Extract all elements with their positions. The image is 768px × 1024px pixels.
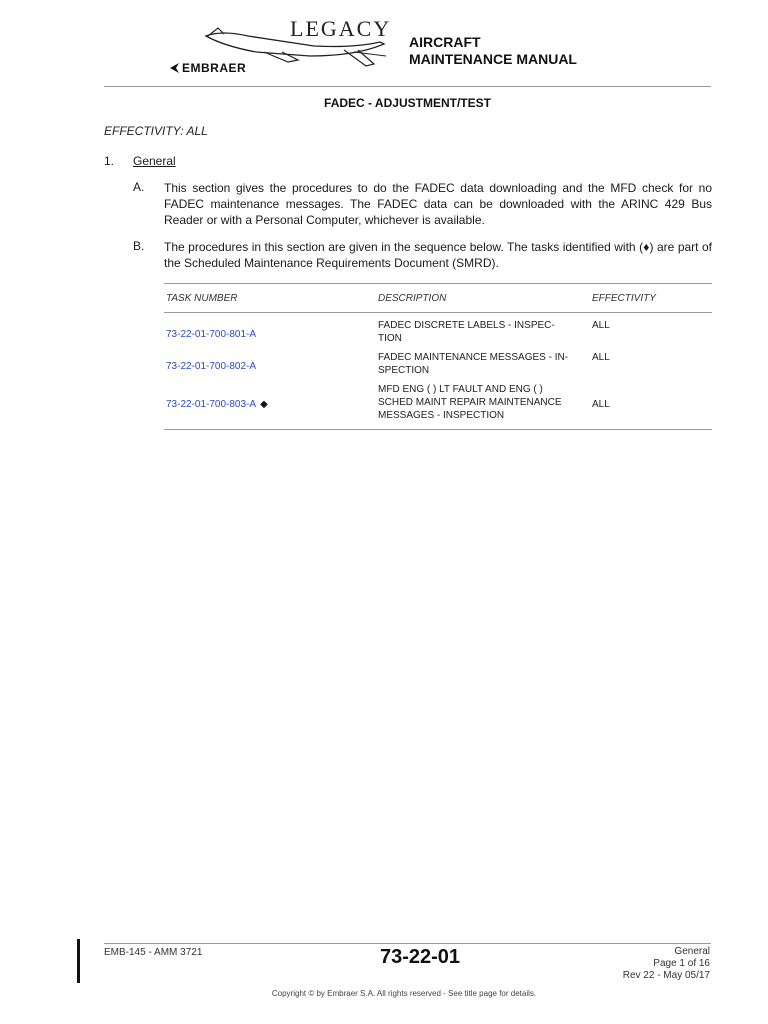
task-link-802[interactable]: 73-22-01-700-802-A (166, 360, 257, 372)
paragraph-b-text: The procedures in this section are given in the sequence below. The tasks identified with (♦) are part of the Scheduled Maintenance Requirements Document (SMRD). (164, 240, 712, 270)
task-link-801[interactable]: 73-22-01-700-801-A (166, 328, 257, 340)
legacy-logo (168, 16, 390, 82)
description-line: MESSAGES - INSPECTION (378, 410, 505, 421)
footer-doc-ref: EMB-145 - AMM 3721 (104, 947, 203, 958)
section-number: 1. (104, 154, 115, 168)
description-cell (378, 351, 592, 381)
task-cell (164, 383, 378, 425)
description-line: MFD ENG ( ) LT FAULT AND ENG ( ) (378, 384, 543, 395)
smrd-diamond-icon: ◆ (260, 398, 268, 410)
table-header-row (164, 284, 712, 313)
section-heading: General (133, 154, 176, 168)
effectivity-value: ALL (592, 398, 610, 410)
footer-page-info (623, 946, 710, 982)
description-line: SCHED MAINT REPAIR MAINTENANCE (378, 397, 562, 408)
task-cell (164, 319, 378, 349)
footer-chapter-number: 73-22-01 (379, 946, 461, 968)
header-divider (104, 86, 711, 87)
task-table (164, 283, 712, 430)
effectivity-cell: ALL (592, 320, 610, 331)
description-line: FADEC DISCRETE LABELS - INSPEC- (378, 320, 555, 331)
paragraph-letter-b: B. (133, 239, 145, 253)
description-cell (378, 319, 592, 349)
description-line: SPECTION (378, 365, 430, 376)
footer-revision: Rev 22 - May 05/17 (622, 970, 710, 981)
paragraph-letter-a: A. (133, 180, 145, 194)
manual-title (409, 34, 577, 68)
header-task-number: TASK NUMBER (166, 292, 238, 304)
description-line: FADEC MAINTENANCE MESSAGES - IN- (378, 352, 569, 363)
embraer-brand-text: EMBRAER (182, 61, 247, 75)
embraer-logo-icon (168, 62, 180, 74)
page-title: FADEC - ADJUSTMENT/TEST (324, 96, 491, 110)
table-row (164, 313, 712, 349)
effectivity-line: EFFECTIVITY: ALL (104, 124, 208, 138)
description-line: TION (378, 333, 402, 344)
footer-section-name: General (674, 946, 710, 957)
manual-title-line2: MAINTENANCE MANUAL (409, 51, 577, 67)
embraer-logo (168, 61, 246, 75)
description-cell (378, 383, 592, 425)
manual-title-line1: AIRCRAFT (409, 34, 481, 50)
header-description: DESCRIPTION (378, 292, 447, 304)
copyright-notice: Copyright © by Embraer S.A. All rights reserved - See title page for details. (271, 989, 537, 998)
table-row (164, 349, 712, 381)
header-effectivity: EFFECTIVITY (592, 292, 656, 304)
task-link-803[interactable]: 73-22-01-700-803-A (166, 398, 257, 410)
footer-page-number: Page 1 of 16 (653, 958, 710, 969)
revision-change-bar (77, 939, 80, 983)
legacy-wordmark: LEGACY (290, 16, 392, 41)
paragraph-a-text: This section gives the procedures to do the FADEC data downloading and the MFD check for no FADEC maintenance messages. The FADEC data can be downloaded with the ARINC 429 Bus Reader or with a Personal Computer, whichever is available. (164, 181, 712, 227)
table-row (164, 381, 712, 429)
effectivity-cell (592, 383, 712, 425)
footer-divider (104, 943, 711, 944)
task-cell (164, 351, 378, 381)
effectivity-cell: ALL (592, 352, 610, 363)
